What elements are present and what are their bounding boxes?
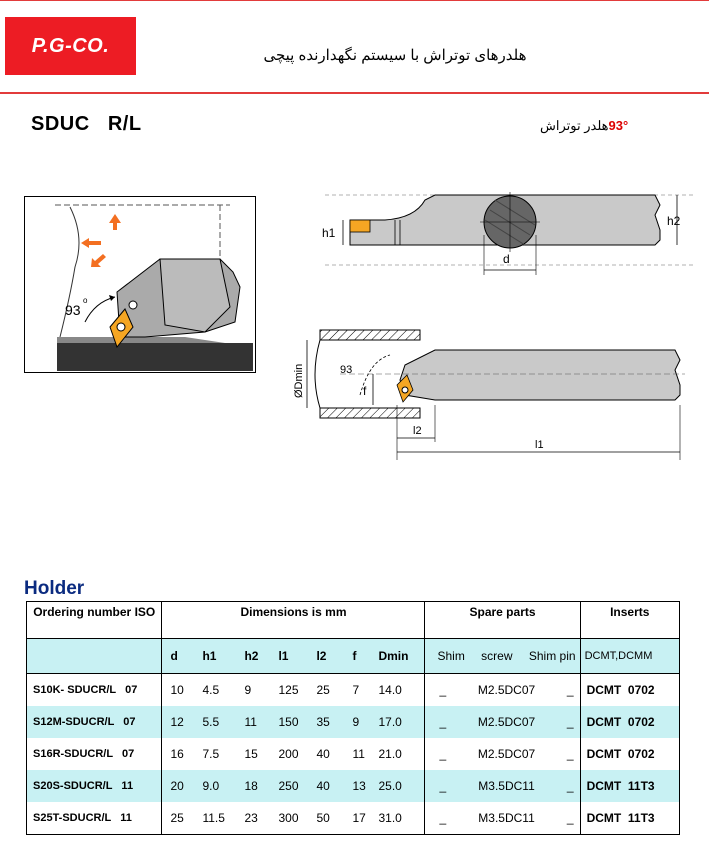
insert-code: DCMT 0702	[580, 706, 679, 738]
label-h2: h2	[667, 214, 681, 228]
dim-value-l1: 125	[278, 683, 299, 697]
subheader-spare	[425, 639, 580, 674]
spare-pin: _	[566, 747, 574, 761]
dimension-diagram	[285, 180, 695, 460]
dim-value-h2: 23	[244, 811, 258, 825]
insert-code: DCMT 11T3	[580, 802, 679, 835]
label-l2: l2	[413, 425, 422, 437]
dim-value-l2: 50	[316, 811, 330, 825]
dim-value-l2: 40	[316, 747, 330, 761]
dim-value-dmin: 17.0	[378, 715, 402, 729]
dim-col-dmin: Dmin	[378, 649, 409, 663]
spare-col-shim: Shim	[437, 649, 465, 663]
dimension-diagram-svg	[285, 180, 695, 460]
dimension-values	[162, 738, 425, 770]
spare-values	[425, 770, 580, 802]
dim-value-d: 16	[170, 747, 184, 761]
dim-value-f: 7	[352, 683, 360, 697]
dimension-values	[162, 706, 425, 738]
table-row	[27, 706, 680, 738]
label-dmin: ØDmin	[293, 363, 305, 398]
dim-value-f: 9	[352, 715, 360, 729]
angle-caption-text: هلدر توتراش	[540, 118, 609, 133]
spare-shim: _	[439, 683, 447, 697]
header-dimensions: Dimensions is mm	[162, 602, 425, 639]
dim-value-l1: 250	[278, 779, 299, 793]
spare-screw: M3.5DC11	[478, 779, 535, 793]
spare-col-pin: Shim pin	[528, 649, 576, 663]
model-code: SDUC R/L	[31, 113, 142, 135]
dim-value-h1: 5.5	[202, 715, 220, 729]
dim-value-l2: 35	[316, 715, 330, 729]
spare-pin: _	[566, 811, 574, 825]
svg-text:o: o	[83, 296, 88, 305]
dim-col-l1: l1	[278, 649, 289, 663]
dim-col-l2: l2	[316, 649, 327, 663]
ordering-code: S12M-SDUCR/L 07	[27, 706, 162, 738]
label-f: f	[363, 384, 367, 398]
dimension-values	[162, 802, 425, 835]
spare-values	[425, 706, 580, 738]
angle-value: 93	[65, 302, 81, 318]
header-divider	[0, 92, 709, 94]
spare-shim: _	[439, 747, 447, 761]
holder-spec-table	[26, 601, 680, 835]
insert-code: DCMT 0702	[580, 738, 679, 770]
company-logo: P.G-CO.	[5, 17, 136, 75]
machining-diagram	[24, 196, 256, 373]
label-d: d	[503, 252, 510, 266]
spare-values	[425, 738, 580, 770]
dim-value-d: 10	[170, 683, 184, 697]
spare-screw: M2.5DC07	[477, 715, 536, 729]
spare-col-screw: screw	[481, 649, 513, 663]
table-row	[27, 770, 680, 802]
spare-screw: M2.5DC07	[477, 747, 536, 761]
spare-pin: _	[566, 683, 574, 697]
top-border	[0, 0, 709, 8]
subheader-dimensions	[162, 639, 425, 674]
dim-col-f: f	[352, 649, 357, 663]
dim-value-h2: 9	[244, 683, 252, 697]
spare-screw: M3.5DC11	[478, 811, 535, 825]
ordering-code: S25T-SDUCR/L 11	[27, 802, 162, 835]
dim-value-h1: 11.5	[202, 811, 225, 825]
table-row	[27, 802, 680, 835]
dim-value-d: 25	[170, 811, 184, 825]
angle-caption	[540, 118, 628, 134]
spare-screw: M2.5DC07	[477, 683, 536, 697]
insert-code: DCMT 11T3	[580, 770, 679, 802]
page-header-title: هلدرهای توتراش با سیستم نگهدارنده پیچی	[263, 47, 527, 64]
dim-value-h2: 11	[244, 715, 257, 729]
dim-value-dmin: 25.0	[378, 779, 402, 793]
angle-caption-value: 93°	[608, 118, 629, 133]
dim-value-dmin: 21.0	[378, 747, 402, 761]
dimension-values	[162, 674, 425, 707]
subheader-ordering	[27, 639, 162, 674]
dim-value-l1: 200	[278, 747, 299, 761]
dim-value-h2: 15	[244, 747, 258, 761]
dim-value-h1: 4.5	[202, 683, 220, 697]
spare-shim: _	[439, 811, 447, 825]
dim-col-h2: h2	[244, 649, 259, 663]
ordering-code: S20S-SDUCR/L 11	[27, 770, 162, 802]
subheader-inserts: DCMT,DCMM	[580, 639, 679, 674]
dim-value-l2: 40	[316, 779, 330, 793]
label-h1: h1	[322, 226, 336, 240]
dim-value-l2: 25	[316, 683, 330, 697]
dim-value-f: 13	[352, 779, 366, 793]
dim-col-h1: h1	[202, 649, 217, 663]
dim-col-d: d	[170, 649, 178, 663]
dim-value-l1: 150	[278, 715, 299, 729]
header-ordering: Ordering number ISO	[27, 602, 162, 639]
header-spare-parts: Spare parts	[425, 602, 580, 639]
ordering-code: S10K- SDUCR/L 07	[27, 674, 162, 707]
dim-value-d: 12	[170, 715, 184, 729]
spare-pin: _	[566, 715, 574, 729]
dim-value-h2: 18	[244, 779, 258, 793]
dim-value-dmin: 14.0	[378, 683, 402, 697]
dim-value-f: 11	[352, 747, 365, 761]
spare-values	[425, 802, 580, 835]
spare-pin: _	[566, 779, 574, 793]
dimension-values	[162, 770, 425, 802]
header-inserts: Inserts	[580, 602, 679, 639]
table-header-row	[27, 602, 680, 639]
spare-shim: _	[439, 779, 447, 793]
table-row	[27, 738, 680, 770]
dim-value-f: 17	[352, 811, 366, 825]
dim-value-dmin: 31.0	[378, 811, 402, 825]
dim-value-h1: 9.0	[202, 779, 220, 793]
machining-diagram-svg	[25, 197, 255, 372]
table-subheader-row	[27, 639, 680, 674]
insert-code: DCMT 0702	[580, 674, 679, 707]
table-row	[27, 674, 680, 707]
dim-value-h1: 7.5	[202, 747, 220, 761]
ordering-code: S16R-SDUCR/L 07	[27, 738, 162, 770]
dim-value-d: 20	[170, 779, 184, 793]
spare-shim: _	[439, 715, 447, 729]
holder-section-title: Holder	[24, 578, 85, 599]
spare-values	[425, 674, 580, 707]
dim-value-l1: 300	[278, 811, 299, 825]
lower-angle-value: 93	[340, 364, 353, 376]
label-l1: l1	[535, 439, 544, 451]
